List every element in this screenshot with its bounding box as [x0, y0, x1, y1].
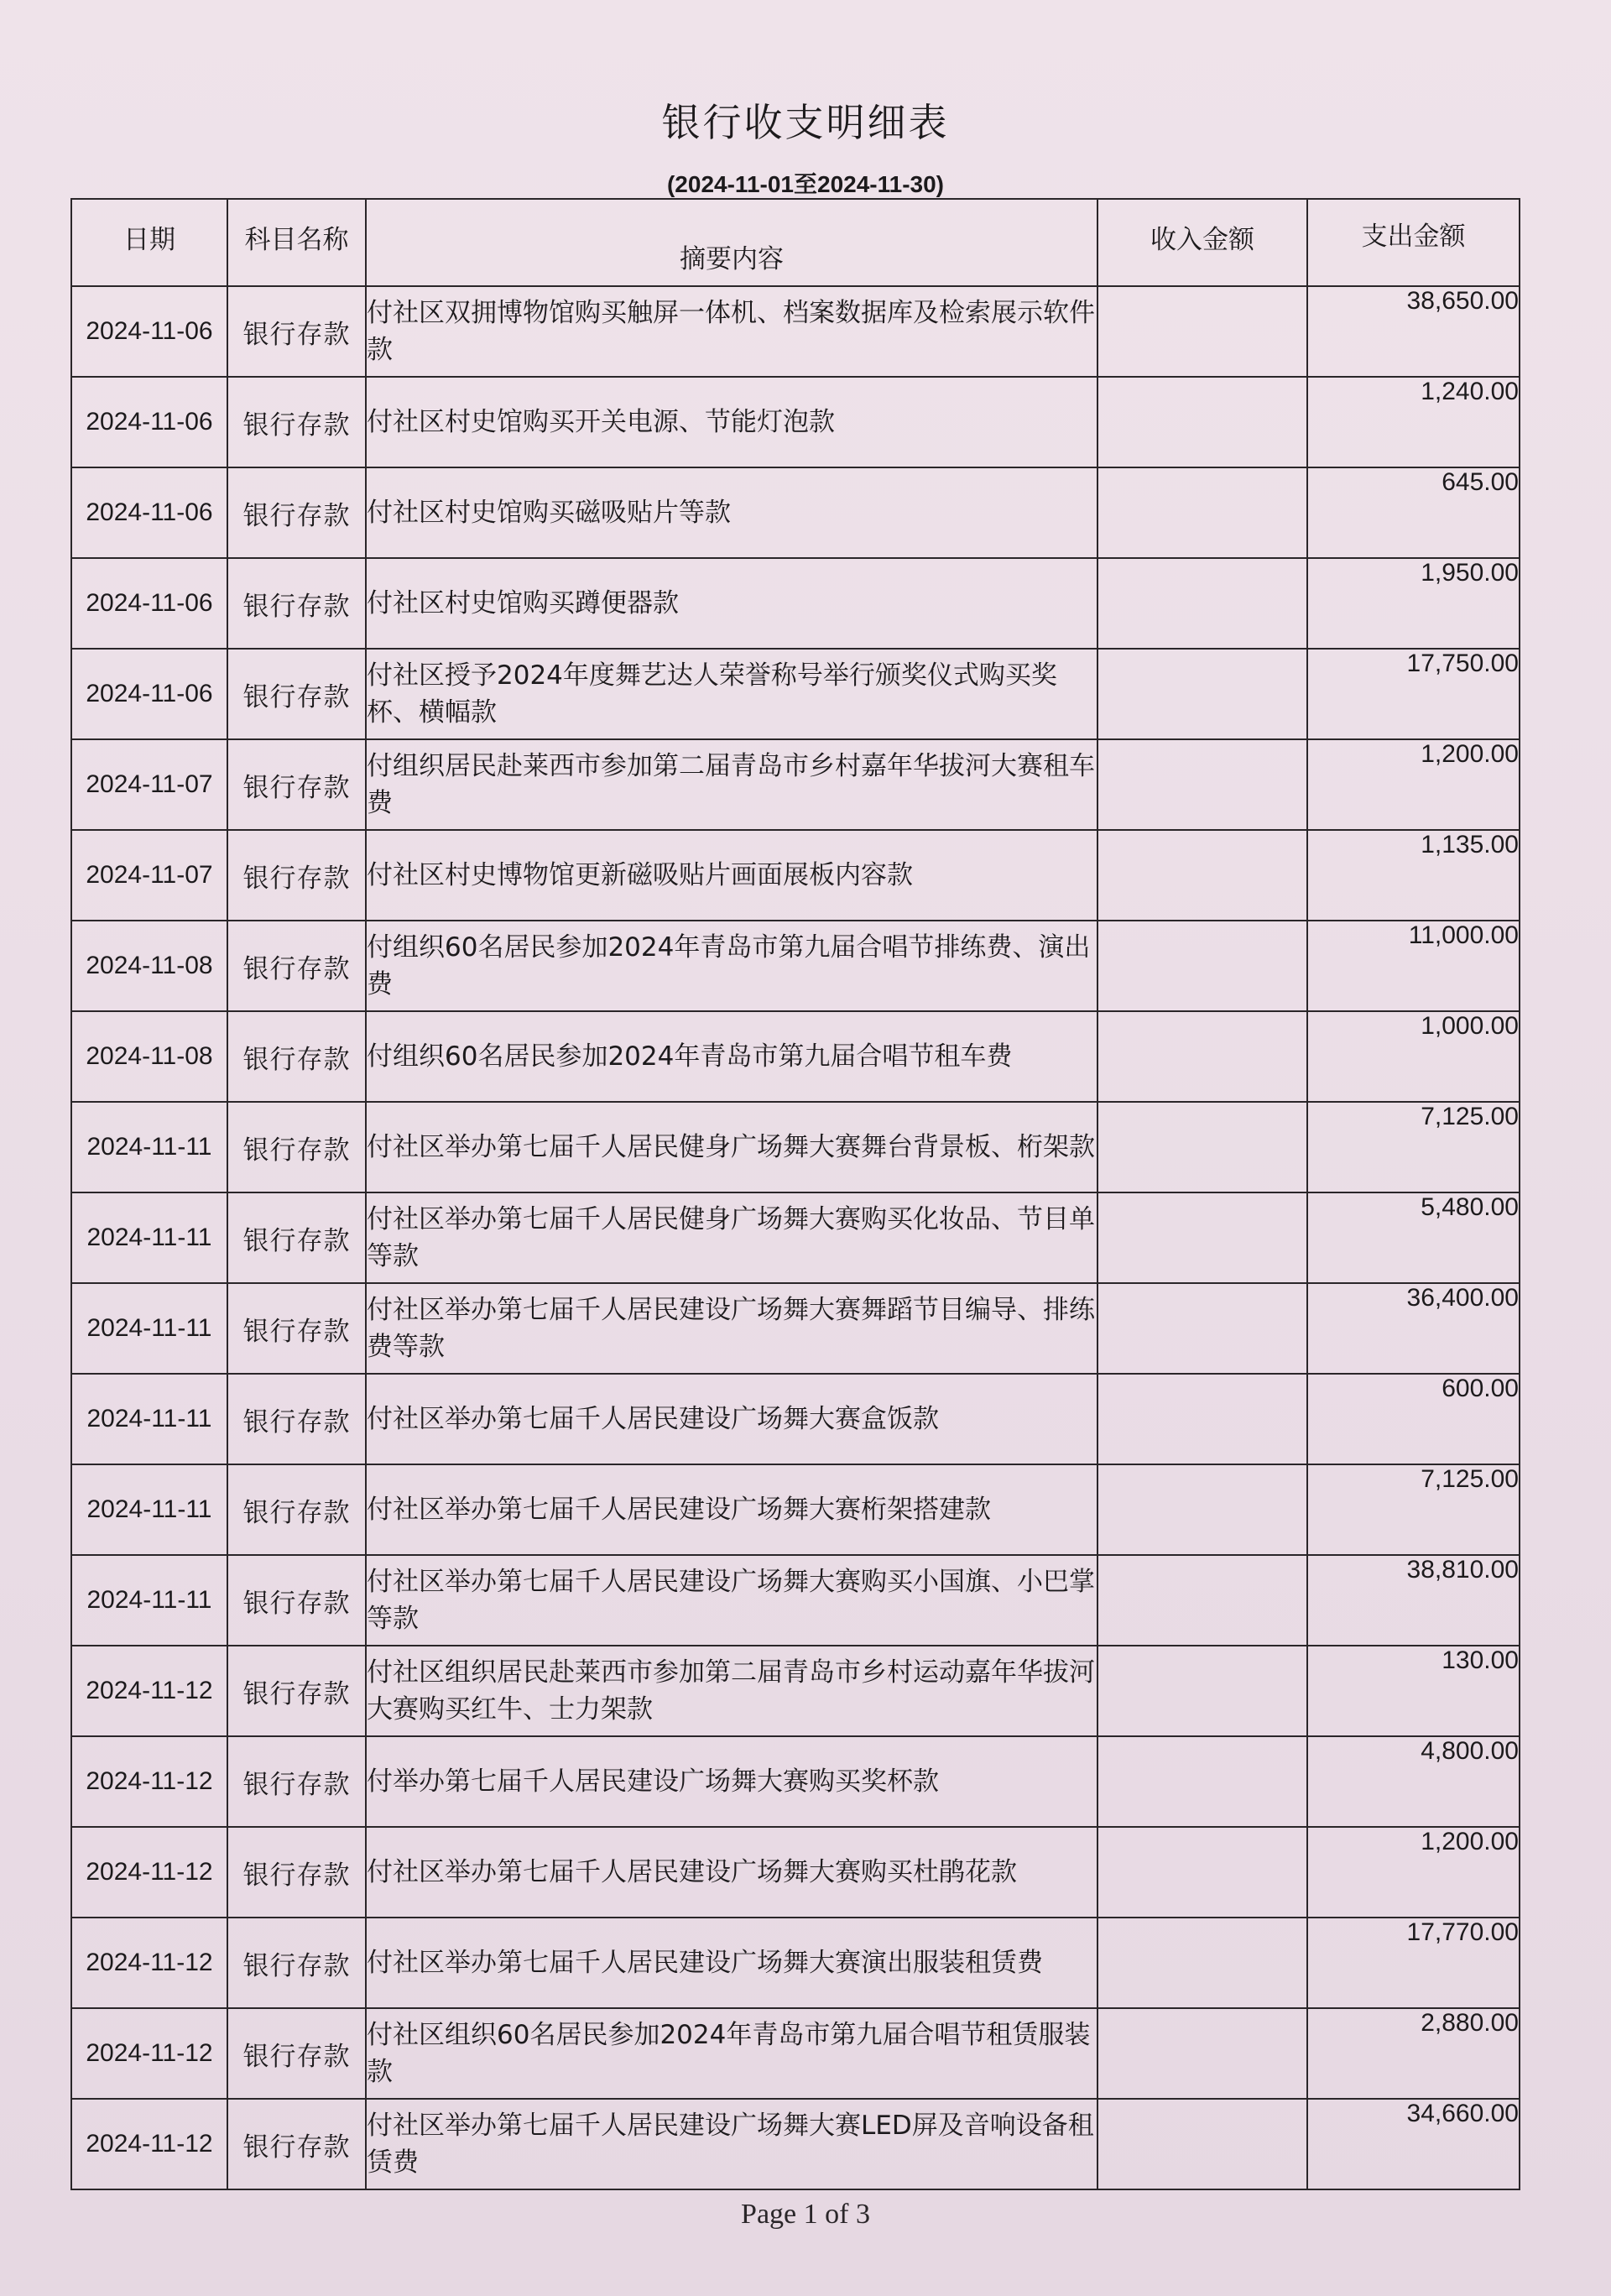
cell-expense: 11,000.00 [1307, 921, 1520, 1011]
table-row [71, 739, 1520, 830]
table-row [71, 1646, 1520, 1736]
cell-income [1097, 286, 1307, 377]
cell-date: 2024-11-12 [71, 2008, 227, 2099]
cell-expense: 7,125.00 [1307, 1464, 1520, 1555]
cell-date: 2024-11-06 [71, 286, 227, 377]
table-row [71, 1102, 1520, 1192]
cell-account: 银行存款 [227, 1736, 366, 1827]
cell-summary: 付组织居民赴莱西市参加第二届青岛市乡村嘉年华拔河大赛租车费 [366, 739, 1097, 830]
cell-income [1097, 377, 1307, 467]
cell-date: 2024-11-06 [71, 467, 227, 558]
cell-date: 2024-11-11 [71, 1464, 227, 1555]
cell-income [1097, 739, 1307, 830]
cell-income [1097, 558, 1307, 649]
table-row [71, 1011, 1520, 1102]
cell-expense: 645.00 [1307, 467, 1520, 558]
cell-account: 银行存款 [227, 1555, 366, 1646]
table-row [71, 286, 1520, 377]
cell-expense: 1,240.00 [1307, 377, 1520, 467]
cell-income [1097, 1374, 1307, 1464]
cell-summary: 付社区举办第七届千人居民建设广场舞大赛舞蹈节目编导、排练费等款 [366, 1283, 1097, 1374]
cell-summary: 付社区组织60名居民参加2024年青岛市第九届合唱节租赁服装款 [366, 2008, 1097, 2099]
table-row [71, 467, 1520, 558]
header-summary: 摘要内容 [366, 199, 1097, 286]
cell-date: 2024-11-12 [71, 1918, 227, 2008]
cell-expense: 1,135.00 [1307, 830, 1520, 921]
cell-account: 银行存款 [227, 649, 366, 739]
cell-date: 2024-11-12 [71, 1646, 227, 1736]
cell-date: 2024-11-11 [71, 1283, 227, 1374]
cell-account: 银行存款 [227, 1283, 366, 1374]
table-row [71, 377, 1520, 467]
cell-income [1097, 1464, 1307, 1555]
cell-account: 银行存款 [227, 1918, 366, 2008]
cell-account: 银行存款 [227, 1192, 366, 1283]
document-title: 银行收支明细表 [661, 100, 950, 145]
table-row [71, 1283, 1520, 1374]
table-row [71, 2008, 1520, 2099]
table-row [71, 649, 1520, 739]
cell-account: 银行存款 [227, 1102, 366, 1192]
cell-income [1097, 1736, 1307, 1827]
cell-summary: 付组织60名居民参加2024年青岛市第九届合唱节租车费 [366, 1011, 1097, 1102]
header-account: 科目名称 [227, 199, 366, 286]
cell-summary: 付社区举办第七届千人居民建设广场舞大赛桁架搭建款 [366, 1464, 1097, 1555]
cell-expense: 38,650.00 [1307, 286, 1520, 377]
cell-date: 2024-11-12 [71, 1827, 227, 1918]
cell-summary: 付举办第七届千人居民建设广场舞大赛购买奖杯款 [366, 1736, 1097, 1827]
ledger-table [70, 198, 1520, 2190]
cell-date: 2024-11-07 [71, 739, 227, 830]
cell-summary: 付社区举办第七届千人居民健身广场舞大赛购买化妆品、节目单等款 [366, 1192, 1097, 1283]
table-row [71, 921, 1520, 1011]
cell-date: 2024-11-07 [71, 830, 227, 921]
header-date: 日期 [71, 199, 227, 286]
cell-date: 2024-11-06 [71, 377, 227, 467]
cell-summary: 付社区举办第七届千人居民建设广场舞大赛演出服装租赁费 [366, 1918, 1097, 2008]
cell-income [1097, 1102, 1307, 1192]
ledger-body [71, 286, 1520, 2189]
cell-summary: 付社区村史馆购买蹲便器款 [366, 558, 1097, 649]
date-range: (2024-11-01至2024-11-30) [666, 171, 944, 197]
cell-expense: 4,800.00 [1307, 1736, 1520, 1827]
cell-account: 银行存款 [227, 1827, 366, 1918]
cell-date: 2024-11-11 [71, 1192, 227, 1283]
cell-summary: 付社区举办第七届千人居民建设广场舞大赛购买杜鹃花款 [366, 1827, 1097, 1918]
cell-expense: 7,125.00 [1307, 1102, 1520, 1192]
cell-date: 2024-11-08 [71, 1011, 227, 1102]
cell-summary: 付社区举办第七届千人居民建设广场舞大赛LED屏及音响设备租赁费 [366, 2099, 1097, 2189]
cell-account: 银行存款 [227, 286, 366, 377]
cell-account: 银行存款 [227, 1374, 366, 1464]
cell-income [1097, 1646, 1307, 1736]
cell-summary: 付社区组织居民赴莱西市参加第二届青岛市乡村运动嘉年华拔河大赛购买红牛、士力架款 [366, 1646, 1097, 1736]
cell-expense: 1,000.00 [1307, 1011, 1520, 1102]
cell-account: 银行存款 [227, 467, 366, 558]
cell-income [1097, 1011, 1307, 1102]
cell-summary: 付社区双拥博物馆购买触屏一体机、档案数据库及检索展示软件款 [366, 286, 1097, 377]
cell-account: 银行存款 [227, 2008, 366, 2099]
cell-expense: 1,950.00 [1307, 558, 1520, 649]
cell-summary: 付社区村史博物馆更新磁吸贴片画面展板内容款 [366, 830, 1097, 921]
cell-expense: 2,880.00 [1307, 2008, 1520, 2099]
table-row [71, 1918, 1520, 2008]
cell-account: 银行存款 [227, 558, 366, 649]
cell-summary: 付组织60名居民参加2024年青岛市第九届合唱节排练费、演出费 [366, 921, 1097, 1011]
cell-expense: 38,810.00 [1307, 1555, 1520, 1646]
cell-date: 2024-11-08 [71, 921, 227, 1011]
cell-expense: 600.00 [1307, 1374, 1520, 1464]
header-expense: 支出金额 [1307, 199, 1520, 286]
cell-date: 2024-11-12 [71, 2099, 227, 2189]
cell-expense: 1,200.00 [1307, 739, 1520, 830]
cell-account: 银行存款 [227, 377, 366, 467]
cell-income [1097, 830, 1307, 921]
cell-account: 银行存款 [227, 830, 366, 921]
cell-income [1097, 1918, 1307, 2008]
cell-account: 银行存款 [227, 921, 366, 1011]
cell-account: 银行存款 [227, 1646, 366, 1736]
cell-expense: 36,400.00 [1307, 1283, 1520, 1374]
table-row [71, 1736, 1520, 1827]
cell-summary: 付社区村史馆购买开关电源、节能灯泡款 [366, 377, 1097, 467]
table-row [71, 830, 1520, 921]
cell-account: 银行存款 [227, 1464, 366, 1555]
table-row [71, 1555, 1520, 1646]
table-row [71, 558, 1520, 649]
cell-account: 银行存款 [227, 2099, 366, 2189]
header-row [71, 199, 1520, 286]
cell-income [1097, 1827, 1307, 1918]
cell-income [1097, 649, 1307, 739]
table-row [71, 2099, 1520, 2189]
cell-summary: 付社区举办第七届千人居民建设广场舞大赛盒饭款 [366, 1374, 1097, 1464]
cell-expense: 130.00 [1307, 1646, 1520, 1736]
cell-summary: 付社区授予2024年度舞艺达人荣誉称号举行颁奖仪式购买奖杯、横幅款 [366, 649, 1097, 739]
cell-expense: 17,770.00 [1307, 1918, 1520, 2008]
cell-expense: 17,750.00 [1307, 649, 1520, 739]
header-income: 收入金额 [1097, 199, 1307, 286]
cell-expense: 34,660.00 [1307, 2099, 1520, 2189]
table-row [71, 1464, 1520, 1555]
cell-account: 银行存款 [227, 1011, 366, 1102]
cell-date: 2024-11-11 [71, 1102, 227, 1192]
cell-date: 2024-11-11 [71, 1555, 227, 1646]
cell-date: 2024-11-11 [71, 1374, 227, 1464]
table-row [71, 1192, 1520, 1283]
cell-expense: 1,200.00 [1307, 1827, 1520, 1918]
cell-income [1097, 1192, 1307, 1283]
cell-income [1097, 921, 1307, 1011]
table-row [71, 1827, 1520, 1918]
page-number: Page 1 of 3 [741, 2199, 870, 2230]
cell-date: 2024-11-06 [71, 649, 227, 739]
cell-income [1097, 2008, 1307, 2099]
cell-income [1097, 467, 1307, 558]
cell-date: 2024-11-12 [71, 1736, 227, 1827]
cell-expense: 5,480.00 [1307, 1192, 1520, 1283]
cell-summary: 付社区举办第七届千人居民健身广场舞大赛舞台背景板、桁架款 [366, 1102, 1097, 1192]
table-row [71, 1374, 1520, 1464]
cell-summary: 付社区村史馆购买磁吸贴片等款 [366, 467, 1097, 558]
cell-summary: 付社区举办第七届千人居民建设广场舞大赛购买小国旗、小巴掌等款 [366, 1555, 1097, 1646]
cell-account: 银行存款 [227, 739, 366, 830]
cell-date: 2024-11-06 [71, 558, 227, 649]
cell-income [1097, 2099, 1307, 2189]
cell-income [1097, 1555, 1307, 1646]
cell-income [1097, 1283, 1307, 1374]
